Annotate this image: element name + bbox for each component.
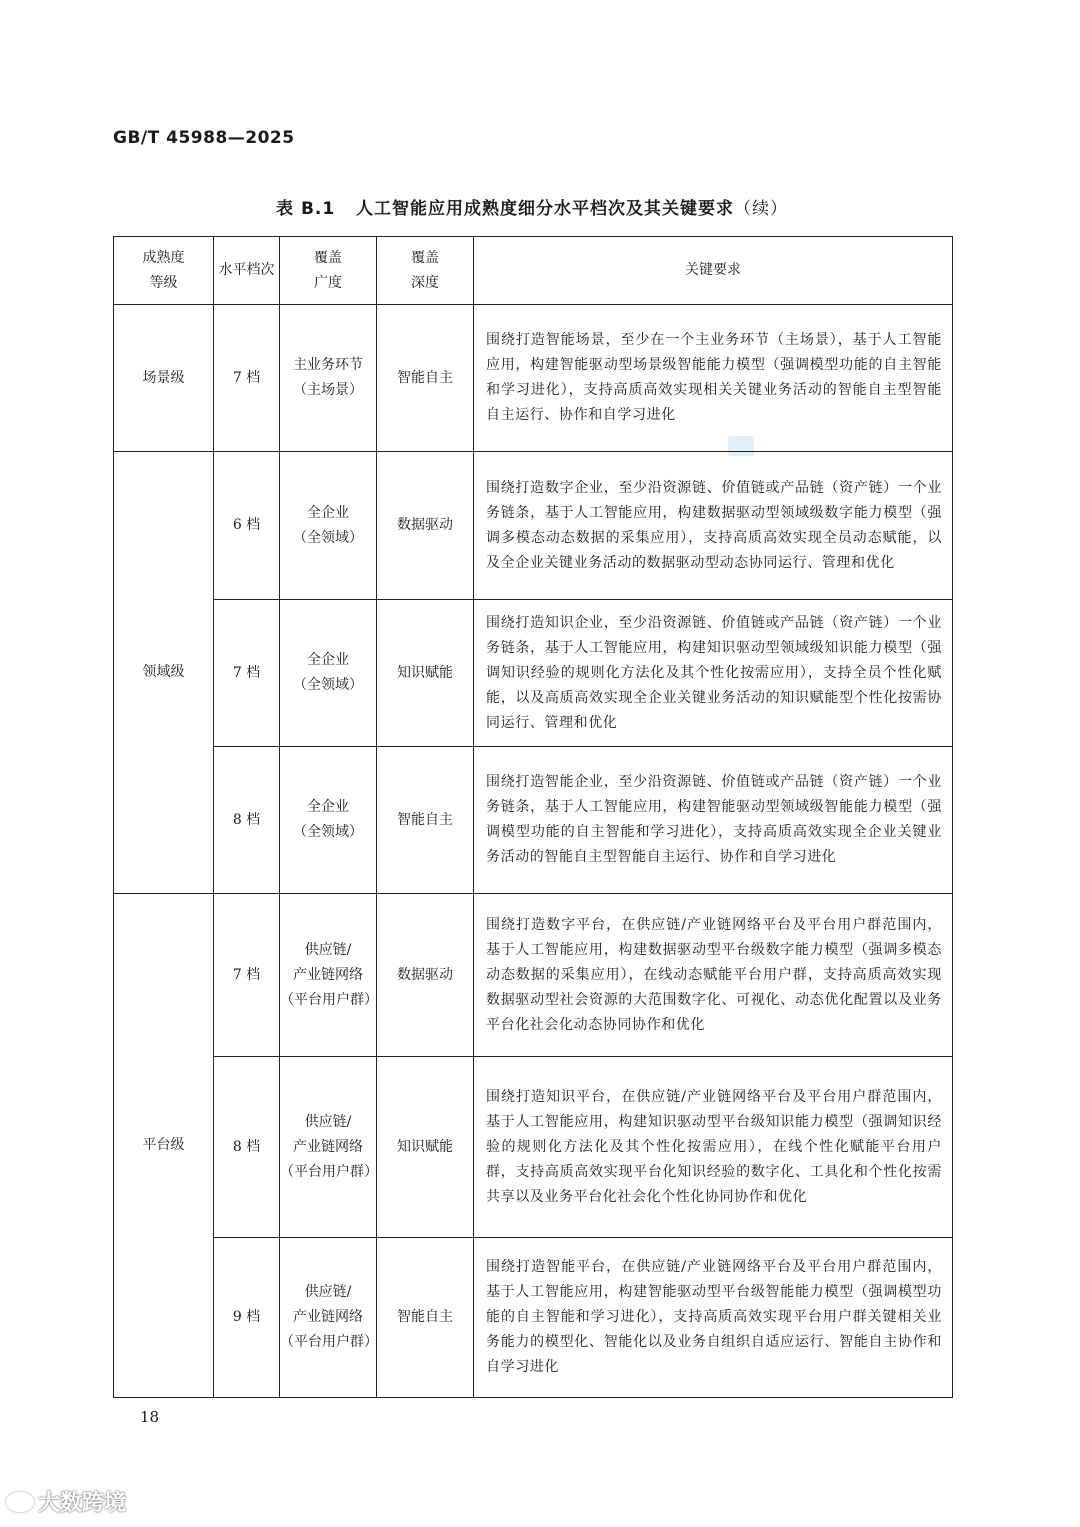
depth-cell: 知识赋能 [377,600,474,747]
tier-cell: 8 档 [214,1057,280,1238]
tier-cell: 7 档 [214,305,280,452]
requirement-cell: 围绕打造智能平台，在供应链/产业链网络平台及平台用户群范围内，基于人工智能应用，构建智能驱动型平台级智能能力模型（强调模型功能的自主智能和学习进化），支持高质高效实现平台用户群关键相关业务能力的模型化、智能化以及业务自组织自适应运行、智能自主协作和自学习进化 [474,1238,953,1398]
table-row [114,1057,953,1238]
tier-cell: 6 档 [214,452,280,600]
breadth-cell: 供应链/ 产业链网络 （平台用户群） [280,1238,377,1398]
breadth-cell: 全企业 （全领域） [280,452,377,600]
table-row [114,894,953,1057]
caption-continued: （续） [733,199,788,219]
col-header-breadth: 覆盖 广度 [280,237,377,305]
breadth-cell: 主业务环节 （主场景） [280,305,377,452]
requirement-cell: 围绕打造数字平台，在供应链/产业链网络平台及平台用户群范围内，基于人工智能应用，构建数据驱动型平台级数字能力模型（强调多模态动态数据的采集应用），在线动态赋能平台用户群，支持高质高效实现数据驱动型社会资源的大范围数字化、可视化、动态优化配置以及业务平台化社会化动态协同协作和优化 [474,894,953,1057]
depth-cell: 数据驱动 [377,894,474,1057]
tier-cell: 7 档 [214,894,280,1057]
group-cell-platform: 平台级 [114,894,214,1398]
caption-title: 人工智能应用成熟度细分水平档次及其关键要求 [355,199,734,219]
tier-cell: 7 档 [214,600,280,747]
depth-cell: 智能自主 [377,1238,474,1398]
col-header-key-requirements: 关键要求 [474,237,953,305]
breadth-cell: 供应链/ 产业链网络 （平台用户群） [280,1057,377,1238]
table-row [114,452,953,600]
group-cell-scene: 场景级 [114,305,214,452]
table-row [114,747,953,894]
breadth-cell: 供应链/ 产业链网络 （平台用户群） [280,894,377,1057]
depth-cell: 智能自主 [377,747,474,894]
caption-label: 表 B.1 [276,199,336,219]
col-header-depth: 覆盖 深度 [377,237,474,305]
table-row [114,1238,953,1398]
requirement-cell: 围绕打造智能场景，至少在一个主业务环节（主场景），基于人工智能应用，构建智能驱动型场景级智能能力模型（强调模型功能的自主智能和学习进化），支持高质高效实现相关关键业务活动的智能自主型智能自主运行、协作和自学习进化 [474,305,953,452]
tier-cell: 8 档 [214,747,280,894]
group-cell-domain: 领域级 [114,452,214,894]
requirement-cell: 围绕打造数字企业，至少沿资源链、价值链或产品链（资产链）一个业务链条，基于人工智能应用，构建数据驱动型领域级数字能力模型（强调多模态动态数据的采集应用），支持高质高效实现全员动态赋能，以及全企业关键业务活动的数据驱动型动态协同运行、管理和优化 [474,452,953,600]
table-row [114,600,953,747]
table-row [114,305,953,452]
requirement-cell: 围绕打造智能企业，至少沿资源链、价值链或产品链（资产链）一个业务链条，基于人工智能应用，构建智能驱动型领域级智能能力模型（强调模型功能的自主智能和学习进化），支持高质高效实现全企业关键业务活动的智能自主型智能自主运行、协作和自学习进化 [474,747,953,894]
tier-cell: 9 档 [214,1238,280,1398]
page-number: 18 [140,1408,160,1426]
depth-cell: 数据驱动 [377,452,474,600]
watermark-logo-icon [6,1492,34,1512]
col-header-maturity-level: 成熟度 等级 [114,237,214,305]
requirement-cell: 围绕打造知识企业，至少沿资源链、价值链或产品链（资产链）一个业务链条，基于人工智能应用，构建知识驱动型领域级知识能力模型（强调知识经验的规则化方法化及其个性化按需应用），支持全员个性化赋能，以及高质高效实现全企业关键业务活动的知识赋能型个性化按需协同运行、管理和优化 [474,600,953,747]
depth-cell: 知识赋能 [377,1057,474,1238]
table-caption [113,194,951,219]
table-header-row [114,237,953,305]
requirement-cell: 围绕打造知识平台，在供应链/产业链网络平台及平台用户群范围内，基于人工智能应用，构建知识驱动型平台级知识能力模型（强调知识经验的规则化方法化及其个性化按需应用），在线个性化赋能平台用户群，支持高质高效实现平台化知识经验的数字化、工具化和个性化按需共享以及业务平台化社会化个性化协同协作和优化 [474,1057,953,1238]
breadth-cell: 全企业 （全领域） [280,747,377,894]
standard-number: GB/T 45988—2025 [113,128,295,148]
watermark-text: 大数跨境 [38,1491,127,1516]
col-header-tier: 水平档次 [214,237,280,305]
breadth-cell: 全企业 （全领域） [280,600,377,747]
watermark [6,1486,126,1517]
maturity-table [113,236,953,1398]
depth-cell: 智能自主 [377,305,474,452]
